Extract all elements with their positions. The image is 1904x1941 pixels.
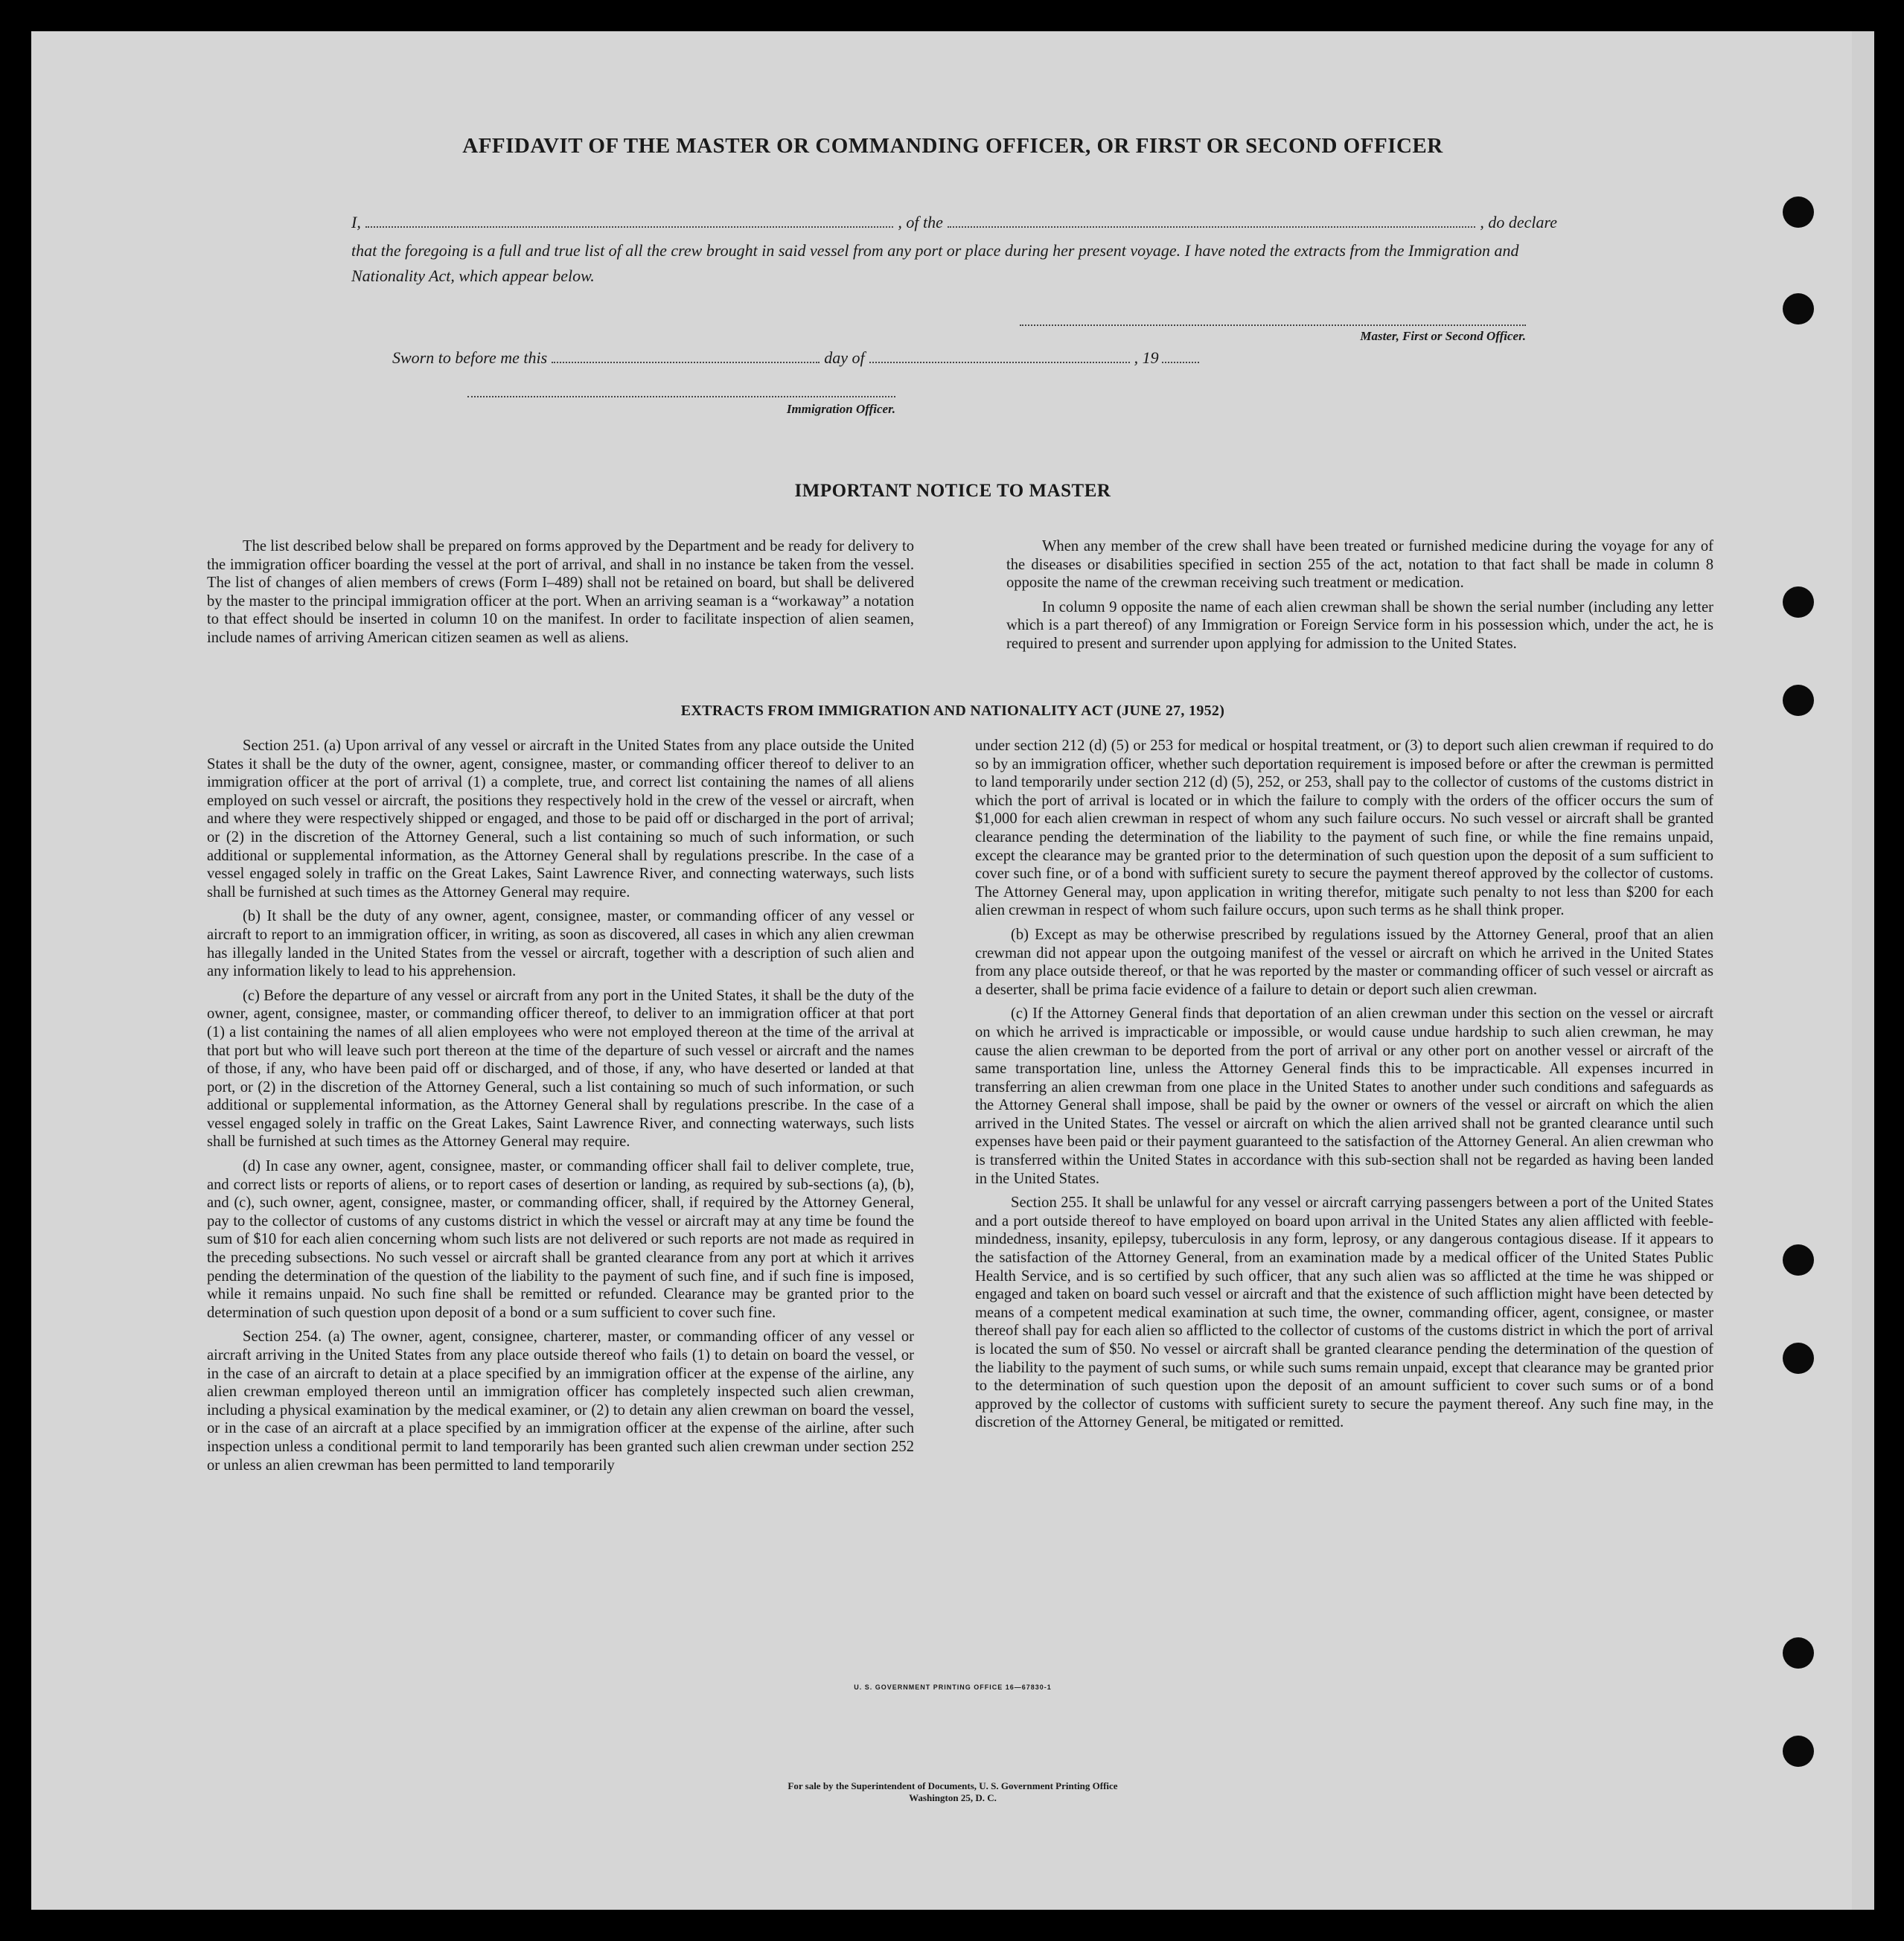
vessel-name-field[interactable] (948, 213, 1476, 228)
i-label: I, (351, 213, 361, 231)
section-251c-paragraph: (c) Before the departure of any vessel or aircraft from any port in the United States, it shall be the duty of the owner, agent, consignee, master, or commanding officer thereof, to deliver to an immigration officer at that port (1) a list containing the names of all alien employees who were not employed thereon at the time of the arrival at that port but who will leave such port thereon at the time of the departure of such vessel or aircraft and the names of those, if any, who have been paid off or discharged, and of those, if any, who have deserted or landed at that port, or (2) in the discretion of the Attorney General, such a list containing so much of such information, or such additional or supplemental information, as the Attorney General shall by regulations prescribe. In the case of a vessel engaged solely in traffic on the Great Lakes, Saint Lawrence River, and connecting waterways, such lists shall be furnished at such times as the Attorney General may require. (207, 987, 914, 1151)
notice-left-column (207, 537, 914, 647)
section-254a-continued-paragraph: under section 212 (d) (5) or 253 for medical or hospital treatment, or (3) to deport such alien crewman if required to do so by an immigration officer, whether such deportation requirement is imposed before or after the crewman is permitted to land temporarily under section 212 (d) (5), 252, or 253, shall pay to the collector of customs of the customs district in which the port of arrival is located or in which the failure to comply with the orders of the officer occurs the sum of $1,000 for each alien crewman in respect of whom any such failure occurs. No such vessel or aircraft shall be granted clearance pending the determination of the liability to the payment of such fine, or while the fine remains unpaid, except the clearance may be granted prior to the determination of such question upon the deposit of a sum sufficient to cover such fine, or of a bond with sufficient surety to secure the payment thereof approved by the collector of customs. The Attorney General may, upon application in writing therefor, mitigate such penalty to not less than $200 for each alien crewman in respect of whom such failure occurs, upon such terms as he shall think proper. (975, 738, 1713, 919)
for-sale-address: Washington 25, D. C. (909, 1792, 997, 1803)
notice-right-paragraph: When any member of the crew shall have been treated or furnished medicine during the voyage for any of the diseases or disabilities specified in section 255 of the act, notation to that fact shall be made in column 8 opposite the name of the crewman receiving such treatment or medication. (1006, 538, 1713, 592)
page-edge-strip (1852, 31, 1874, 1910)
section-251a-paragraph: Section 251. (a) Upon arrival of any vessel or aircraft in the United States from any place outside the United States it shall be the duty of the owner, agent, consignee, master, or commanding officer thereof to deliver to an immigration officer at the port of arrival (1) a complete, true, and correct list containing the names of all aliens employed on such vessel or aircraft, the positions they respectively hold in the crew of the vessel or aircraft, when and where they were respectively shipped or engaged, and those to be paid off or discharged in the port of arrival; or (2) in the discretion of the Attorney General, such a list containing so much of such information, or such additional or supplemental information, as the Attorney General shall by regulations prescribe. In the case of a vessel engaged solely in traffic on the Great Lakes, Saint Lawrence River, and connecting waterways, such lists shall be furnished at such times as the Attorney General may require. (207, 738, 914, 901)
sworn-month-field[interactable] (869, 348, 1130, 363)
for-sale-line: For sale by the Superintendent of Documents, U. S. Government Printing Office (788, 1780, 1118, 1791)
section-254b-paragraph: (b) Except as may be otherwise prescribed by regulations issued by the Attorney General, proof that an alien crewman did not appear upon the outgoing manifest of the vessel or aircraft on which he arrived in the United States from any place outside thereof, or that he was reported by the master or commanding officer of such vessel or aircraft as a deserter, shall be prima facie evidence of a failure to detain or deport such alien crewman. (975, 926, 1713, 998)
sworn-label: Sworn to before me this (392, 348, 548, 367)
do-declare-label: , do declare (1480, 213, 1558, 231)
affidavit-title: AFFIDAVIT OF THE MASTER OR COMMANDING OFFICER, OR FIRST OR SECOND OFFICER (462, 134, 1443, 158)
officer-name-field[interactable] (365, 213, 894, 228)
declaration-fill-line (351, 213, 1557, 232)
section-254a-paragraph: Section 254. (a) The owner, agent, consignee, charterer, master, or commanding officer of any vessel or aircraft arriving in the United States from any place outside thereof who fails (1) to detain on board the vessel, or in the case of an aircraft to detain at a place specified by an immigration officer at the expense of the airline, any alien crewman employed thereon until an immigration officer has completely inspected such alien crewman, including a physical examination by the medical examiner, or (2) to detain any alien crewman on board the vessel, or in the case of an aircraft at a place specified by an immigration officer at the expense of the airline, after such inspection unless a conditional permit to land temporarily has been granted such alien crewman under section 252 or unless an alien crewman has been permitted to land temporarily (207, 1328, 914, 1474)
immigration-officer-signature-field[interactable] (467, 396, 895, 397)
extracts-title: EXTRACTS FROM IMMIGRATION AND NATIONALITY ACT (JUNE 27, 1952) (680, 703, 1225, 719)
punch-hole (1783, 293, 1814, 324)
year-label: , 19 (1134, 348, 1159, 367)
punch-hole (1783, 196, 1814, 228)
extracts-right-column (975, 737, 1713, 1432)
gpo-imprint: U. S. GOVERNMENT PRINTING OFFICE 16—67830-1 (854, 1683, 1052, 1691)
document-page (31, 31, 1874, 1910)
master-signature-field[interactable] (1020, 324, 1526, 326)
punch-hole (1783, 685, 1814, 716)
day-of-label: day of (824, 348, 865, 367)
punch-hole (1783, 1637, 1814, 1669)
punch-hole (1783, 1343, 1814, 1374)
master-signature-label: Master, First or Second Officer. (1360, 329, 1526, 343)
punch-hole (1783, 1244, 1814, 1276)
for-sale-notice (31, 1780, 1874, 1804)
immigration-officer-label: Immigration Officer. (786, 402, 895, 416)
punch-hole (1783, 586, 1814, 618)
section-255-paragraph: Section 255. It shall be unlawful for any vessel or aircraft carrying passengers between a port of the United States and a port outside thereof to have employed on board upon arrival in the United States any alien afflicted with feeble-mindedness, insanity, epilepsy, tuberculosis in any form, leprosy, or any dangerous contagious disease. If it appears to the satisfaction of the Attorney General, from an examination made by a medical officer of the United States Public Health Service, and is so certified by such officer, that any such alien was so afflicted at the time he was shipped or engaged and taken on board such vessel or aircraft and that the existence of such affliction might have been detected by means of a competent medical examination at such time, the owner, commanding officer, agent, consignee, or master thereof shall pay for each alien so afflicted to the collector of customs of the customs district in which the port of arrival is located the sum of $50. No vessel or aircraft shall be granted clearance pending the determination of the question of the liability to the payment of such sums, or while such sums remain unpaid, except that clearance may be granted prior to the determination of such question upon the deposit of an amount sufficient to cover such sums or of a bond approved by the collector of customs with sufficient surety to secure the payment thereof. Any such fine may, in the discretion of the Attorney General, be mitigated or remitted. (975, 1195, 1713, 1431)
notice-right-paragraph: In column 9 opposite the name of each alien crewman shall be shown the serial number (including any letter which is a part thereof) of any Immigration or Foreign Service form in his possession which, under the act, he is required to present and surrender upon applying for admission to the United States. (1006, 598, 1713, 652)
of-the-label: , of the (898, 213, 943, 231)
section-251b-paragraph: (b) It shall be the duty of any owner, agent, consignee, master, or commanding officer of any vessel or aircraft to report to an immigration officer, in writing, as soon as discovered, all cases in which any alien crewman has illegally landed in the United States from the vessel or aircraft, together with a description of such alien and any information likely to lead to his apprehension. (207, 908, 914, 980)
section-251d-paragraph: (d) In case any owner, agent, consignee, master, or commanding officer shall fail to deliver complete, true, and correct lists or reports of aliens, or to report cases of desertion or landing, as required by sub-sections (a), (b), and (c), such owner, agent, consignee, master, or commanding officer, shall, if required by the Attorney General, pay to the collector of customs of any customs district in which the vessel or aircraft may at any time be found the sum of $10 for each alien concerning whom such lists are not delivered or such reports are not made as required in the preceding subsections. No such vessel or aircraft shall be granted clearance from any port at which it arrives pending the determination of the question of the liability to the payment of such fine, and if such fine is imposed, while it remains unpaid. No such fine shall be remitted or refunded. Clearance may be granted prior to the determination of such question upon deposit of a bond or a sum sufficient to cover such fine. (207, 1158, 914, 1321)
sworn-year-field[interactable] (1162, 348, 1199, 363)
notice-left-paragraph: The list described below shall be prepared on forms approved by the Department and be ready for delivery to the immigration officer boarding the vessel at the port of arrival, and shall in no instance be taken from the vessel. The list of changes of alien members of crews (Form I–489) shall not be retained on board, but shall be delivered by the master to the principal immigration officer at the port. When an arriving seaman is a “workaway” a notation to that effect should be inserted in column 10 on the manifest. In order to facilitate inspection of alien seamen, include names of arriving American citizen seamen as well as aliens. (207, 538, 914, 646)
sworn-day-field[interactable] (552, 348, 820, 363)
notice-title: IMPORTANT NOTICE TO MASTER (794, 481, 1111, 501)
notice-right-column (1006, 537, 1713, 653)
extracts-left-column (207, 737, 914, 1474)
section-254c-paragraph: (c) If the Attorney General finds that deportation of an alien crewman under this section on the vessel or aircraft on which he arrived is impracticable or impossible, or would cause undue hardship to such alien crewman, he may cause the alien crewman to be deported from the port of arrival or any other port on another vessel or aircraft of the same transportation line, unless the Attorney General finds this to be impracticable. All expenses incurred in transferring an alien crewman from one place in the United States to another under such conditions and safeguards as the Attorney General shall impose, shall be paid by the owner or owners of the vessel or aircraft on which the alien arrived in the United States. The vessel or aircraft on which the alien arrived shall not be granted clearance until such expenses have been paid or their payment guaranteed to the satisfaction of the Attorney General. An alien crewman who is transferred within the United States in accordance with this sub-section shall not be regarded as having been landed in the United States. (975, 1005, 1713, 1187)
punch-hole (1783, 1736, 1814, 1767)
sworn-fill-line (392, 348, 1271, 368)
declaration-text: that the foregoing is a full and true list of all the crew brought in said vessel from any port or place during her present voyage. I have noted the extracts from the Immigration and Nationality Act, which appear below. (351, 241, 1519, 285)
